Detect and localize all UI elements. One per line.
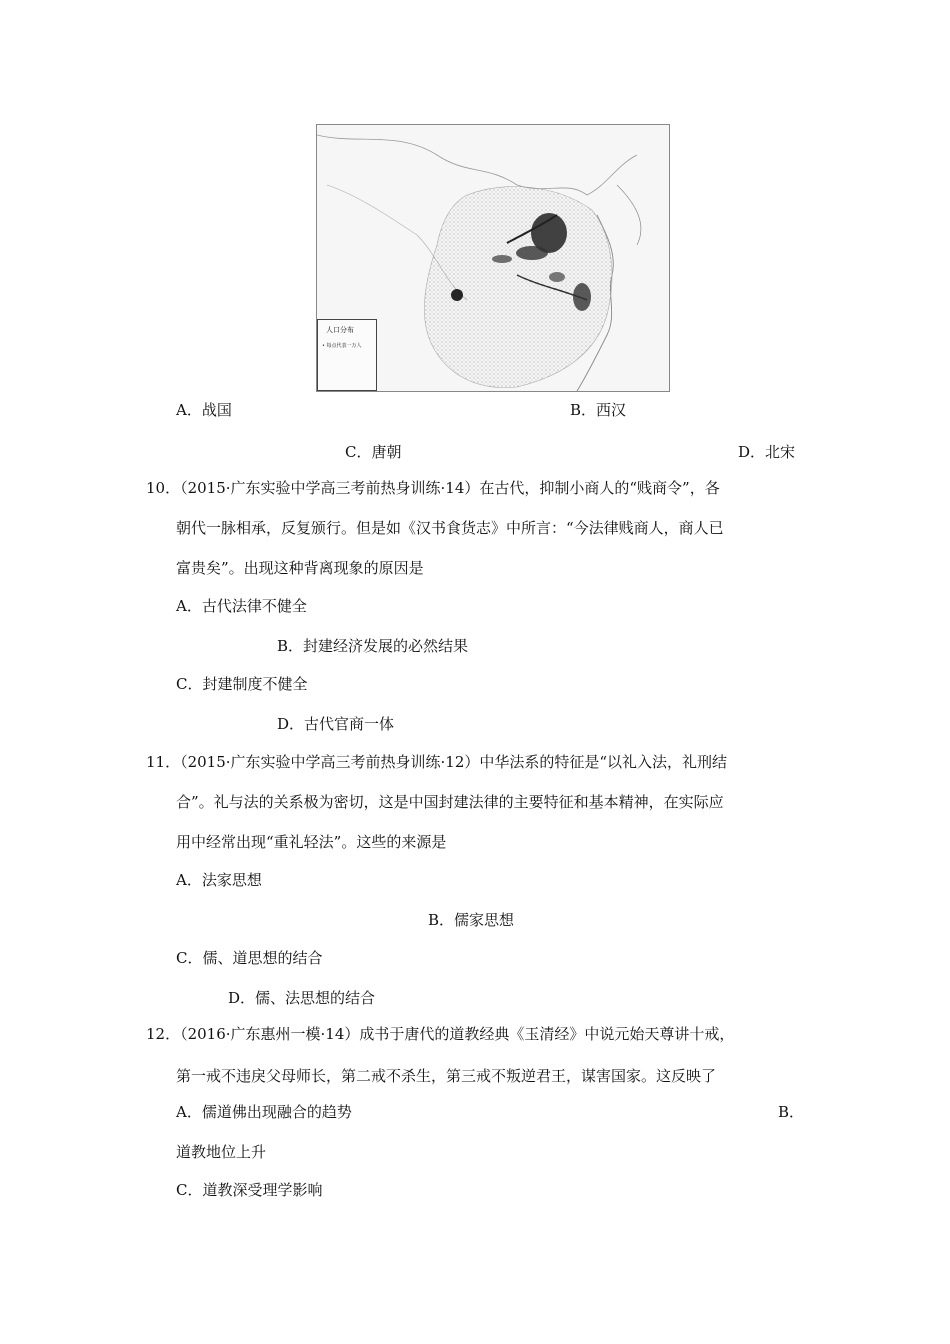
legend-title: 人口分布 <box>326 326 354 334</box>
q11-stem-line1: 11．（2015·广东实验中学高三考前热身训练·12）中华法系的特征是“以礼入法，礼刑结 <box>146 753 728 771</box>
q11-stem-line3: 用中经常出现“重礼轻法”。这些的来源是 <box>176 833 447 851</box>
q10-option-c: C．封建制度不健全 <box>176 675 308 693</box>
population-map <box>316 124 670 392</box>
q12-option-a: A．儒道佛出现融合的趋势 <box>176 1103 352 1121</box>
legend-item: • 每点代表一万人 <box>322 343 362 349</box>
q11-option-a: A．法家思想 <box>176 871 262 889</box>
q10-stem-line3: 富贵矣”。出现这种背离现象的原因是 <box>176 559 424 577</box>
q11-option-d: D．儒、法思想的结合 <box>228 989 376 1007</box>
q12-option-b-label: B． <box>778 1103 805 1121</box>
q10-stem-line2: 朝代一脉相承，反复颁行。但是如《汉书食货志》中所言：“今法律贱商人，商人已 <box>176 519 724 537</box>
q9-option-d: D．北宋 <box>738 443 796 461</box>
q11-option-c: C．儒、道思想的结合 <box>176 949 323 967</box>
q12-option-b-text: 道教地位上升 <box>176 1143 267 1161</box>
q9-option-c: C．唐朝 <box>345 443 402 461</box>
q12-option-c: C．道教深受理学影响 <box>176 1181 323 1199</box>
q10-option-a: A．古代法律不健全 <box>176 597 307 615</box>
q12-stem-line2: 第一戒不违戾父母师长，第二戒不杀生，第三戒不叛逆君王，谋害国家。这反映了 <box>176 1067 717 1085</box>
q10-option-b: B．封建经济发展的必然结果 <box>277 637 469 655</box>
q10-stem-line1: 10．（2015·广东实验中学高三考前热身训练·14）在古代，抑制小商人的“贱商令”，各 <box>146 479 720 497</box>
q9-option-a: A．战国 <box>176 401 232 419</box>
q12-stem-line1: 12．（2016·广东惠州一模·14）成书于唐代的道教经典《玉清经》中说元始天尊讲十戒， <box>146 1025 735 1043</box>
q9-option-b: B．西汉 <box>570 401 627 419</box>
q11-stem-line2: 合”。礼与法的关系极为密切，这是中国封建法律的主要特征和基本精神，在实际应 <box>176 793 724 811</box>
q10-option-d: D．古代官商一体 <box>277 715 395 733</box>
map-legend <box>317 319 377 391</box>
q11-option-b: B．儒家思想 <box>428 911 515 929</box>
